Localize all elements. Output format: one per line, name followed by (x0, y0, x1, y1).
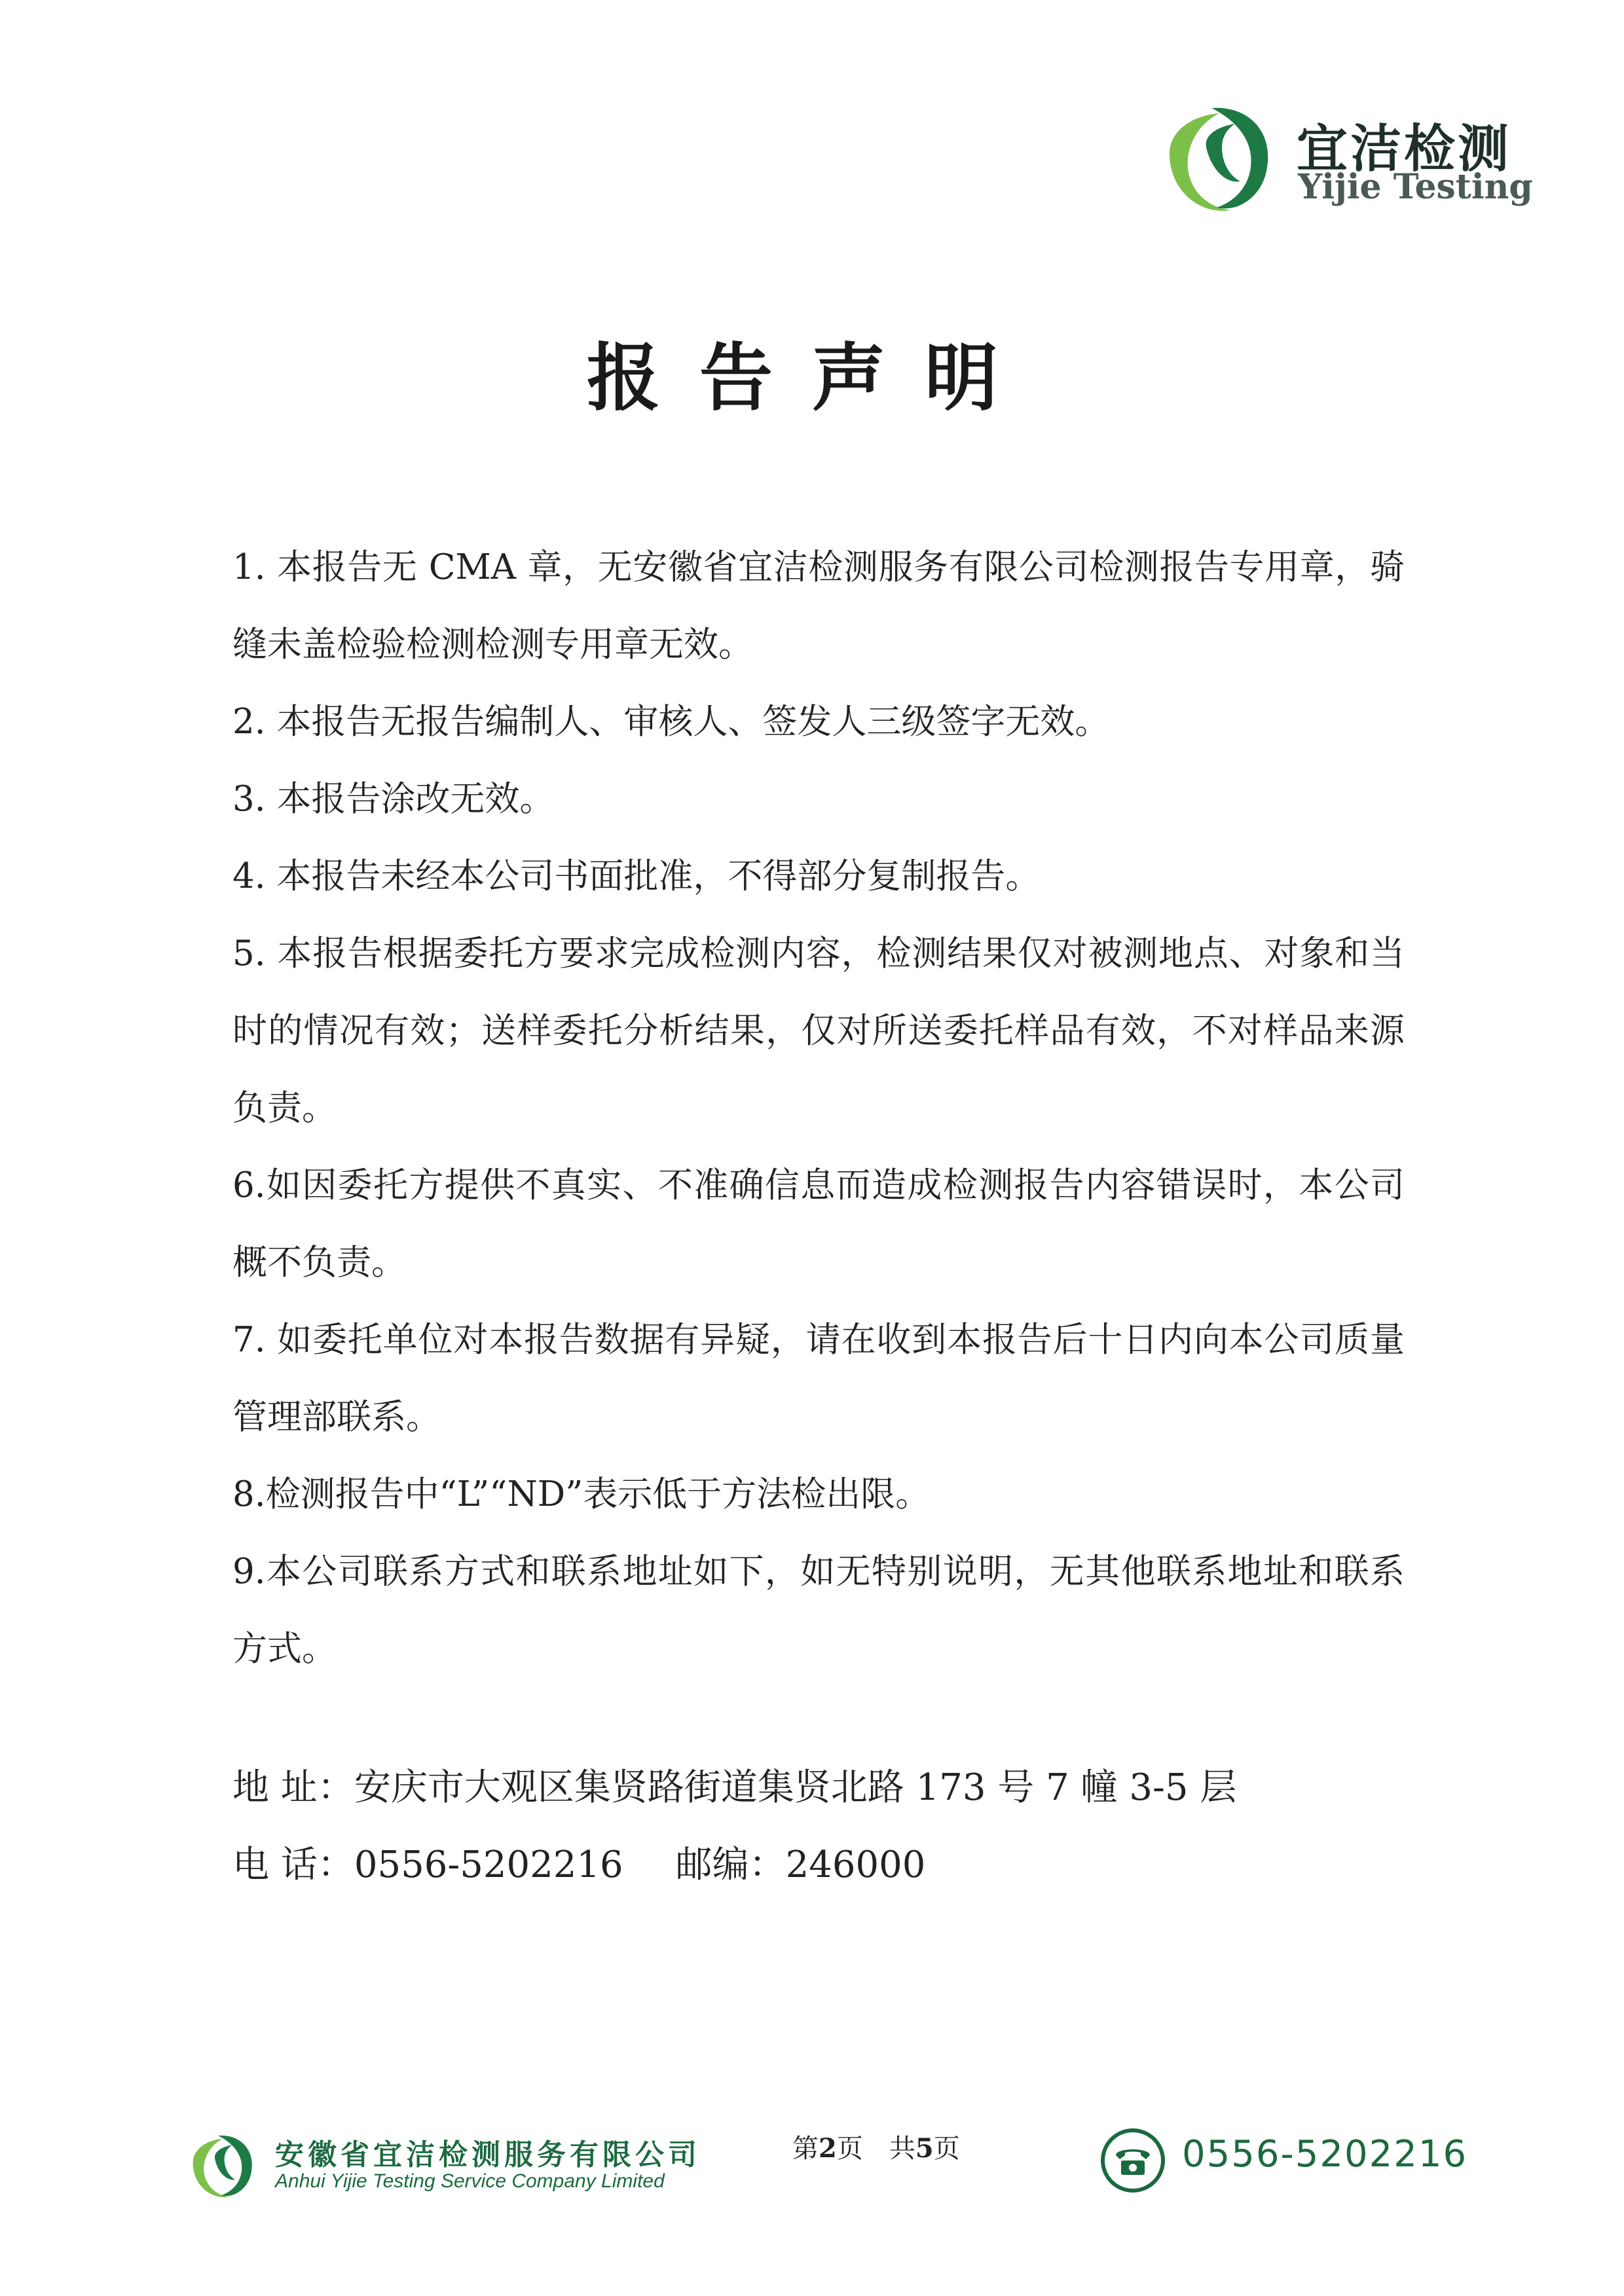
phone-icon (1100, 2128, 1166, 2193)
contact-block (232, 1749, 1236, 1904)
phone-row (232, 1827, 1236, 1904)
footer-company-cn: 安徽省宜洁检测服务有限公司 (275, 2138, 701, 2172)
footer-phone: 0556-5202216 (1182, 2133, 1468, 2176)
yijie-logo-icon (1159, 95, 1290, 226)
page-number: 第2页 共5页 (792, 2133, 960, 2164)
address-row (232, 1749, 1236, 1827)
phone-label: 电 话： (232, 1844, 354, 1886)
statement-item: 8.检测报告中“L”“ND”表示低于方法检出限。 (232, 1474, 931, 1514)
address-label: 地 址： (232, 1766, 354, 1809)
statement-item: 2. 本报告无报告编制人、审核人、签发人三级签字无效。 (232, 702, 1110, 742)
statement-item: 5. 本报告根据委托方要求完成检测内容，检测结果仅对被测地点、对象和当时的情况有效；送样委托分析结果，仅对所送委托样品有效，不对样品来源负责。 (232, 934, 1405, 1128)
statement-item: 7. 如委托单位对本报告数据有异疑，请在收到本报告后十日内向本公司质量管理部联系。 (232, 1320, 1405, 1437)
footer-company-en: Anhui Yijie Testing Service Company Limited (275, 2170, 665, 2192)
statement-item: 3. 本报告涂改无效。 (232, 779, 555, 819)
header-logo (1159, 95, 1559, 232)
page-total: 5 (915, 2133, 934, 2164)
statement-item: 1. 本报告无 CMA 章，无安徽省宜洁检测服务有限公司检测报告专用章，骑缝未盖检验检测检测专用章无效。 (232, 547, 1405, 665)
page-title: 报告声明 (587, 336, 1037, 421)
statement-item: 6.如因委托方提供不真实、不准确信息而造成检测报告内容错误时，本公司概不负责。 (232, 1165, 1405, 1283)
statement-list (232, 529, 1405, 1688)
logo-chinese-name: 宜洁检测 (1297, 120, 1512, 179)
postcode-value: 246000 (785, 1844, 926, 1886)
page-current: 2 (819, 2133, 837, 2164)
logo-english-name: Yijie Testing (1298, 167, 1533, 207)
address-value: 安庆市大观区集贤路街道集贤北路 173 号 7 幢 3-5 层 (354, 1766, 1237, 1809)
statement-item: 9.本公司联系方式和联系地址如下，如无特别说明，无其他联系地址和联系方式。 (232, 1552, 1405, 1669)
statement-item: 4. 本报告未经本公司书面批准，不得部分复制报告。 (232, 856, 1041, 896)
postcode-label: 邮编： (675, 1844, 786, 1886)
phone-value: 0556-5202216 (354, 1844, 623, 1886)
yijie-logo-icon (187, 2128, 265, 2206)
